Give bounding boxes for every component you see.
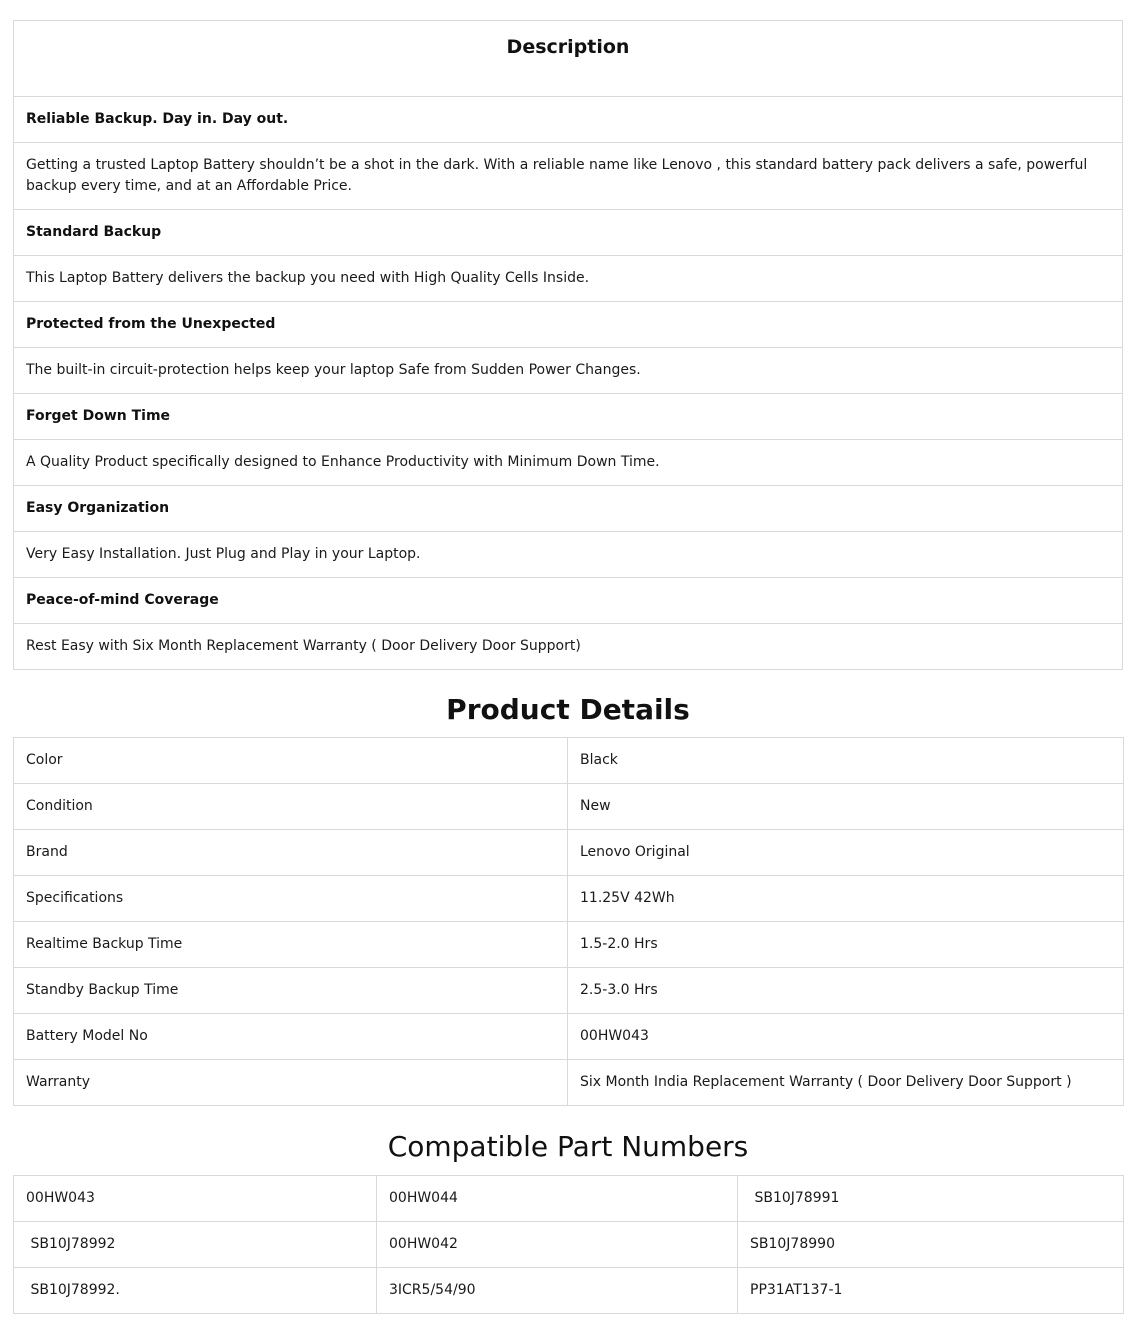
feature-body-row	[14, 532, 1123, 578]
part-number: 3ICR5/54/90	[377, 1268, 738, 1314]
part-number: 00HW043	[14, 1176, 377, 1222]
part-row	[14, 1222, 1124, 1268]
detail-row-realtime-backup	[14, 922, 1124, 968]
description-table	[13, 20, 1123, 670]
feature-heading-row	[14, 578, 1123, 624]
compatible-parts-table	[13, 1175, 1124, 1314]
description-header-row	[14, 21, 1123, 97]
feature-body-row	[14, 624, 1123, 670]
feature-heading: Easy Organization	[14, 486, 1123, 532]
detail-row-brand	[14, 830, 1124, 876]
feature-heading: Peace-of-mind Coverage	[14, 578, 1123, 624]
part-number: 00HW042	[377, 1222, 738, 1268]
feature-body: Rest Easy with Six Month Replacement Warranty ( Door Delivery Door Support)	[14, 624, 1123, 670]
detail-label: Realtime Backup Time	[14, 922, 568, 968]
feature-body-row	[14, 143, 1123, 210]
detail-value: New	[568, 784, 1124, 830]
detail-value: 00HW043	[568, 1014, 1124, 1060]
detail-label: Brand	[14, 830, 568, 876]
detail-value: 2.5-3.0 Hrs	[568, 968, 1124, 1014]
feature-heading-row	[14, 210, 1123, 256]
detail-row-color	[14, 738, 1124, 784]
feature-body-row	[14, 256, 1123, 302]
detail-label: Warranty	[14, 1060, 568, 1106]
detail-row-standby-backup	[14, 968, 1124, 1014]
part-number: SB10J78990	[738, 1222, 1124, 1268]
description-title: Description	[506, 36, 630, 58]
part-number: SB10J78991	[738, 1176, 1124, 1222]
compatible-parts-title: Compatible Part Numbers	[387, 1130, 749, 1163]
detail-label: Specifications	[14, 876, 568, 922]
feature-heading-row	[14, 97, 1123, 143]
feature-body-row	[14, 348, 1123, 394]
feature-heading: Reliable Backup. Day in. Day out.	[14, 97, 1123, 143]
product-details-table	[13, 737, 1124, 1106]
product-details-title: Product Details	[446, 693, 690, 726]
detail-label: Condition	[14, 784, 568, 830]
feature-heading-row	[14, 394, 1123, 440]
detail-row-specifications	[14, 876, 1124, 922]
detail-value: Black	[568, 738, 1124, 784]
feature-body: Getting a trusted Laptop Battery shouldn’t be a shot in the dark. With a reliable name like Lenovo , this standard battery pack delivers a safe, powerful backup every time, and at an Affordable Price.	[14, 143, 1123, 210]
part-number: 00HW044	[377, 1176, 738, 1222]
detail-label: Standby Backup Time	[14, 968, 568, 1014]
feature-heading: Standard Backup	[14, 210, 1123, 256]
feature-heading: Protected from the Unexpected	[14, 302, 1123, 348]
feature-heading-row	[14, 302, 1123, 348]
feature-body: This Laptop Battery delivers the backup you need with High Quality Cells Inside.	[14, 256, 1123, 302]
detail-value: 11.25V 42Wh	[568, 876, 1124, 922]
feature-body: A Quality Product specifically designed to Enhance Productivity with Minimum Down Time.	[14, 440, 1123, 486]
detail-value: Six Month India Replacement Warranty ( Door Delivery Door Support )	[568, 1060, 1124, 1106]
feature-body: Very Easy Installation. Just Plug and Play in your Laptop.	[14, 532, 1123, 578]
detail-row-model-no	[14, 1014, 1124, 1060]
part-number: SB10J78992	[14, 1222, 377, 1268]
part-number: PP31AT137-1	[738, 1268, 1124, 1314]
part-row	[14, 1268, 1124, 1314]
detail-row-warranty	[14, 1060, 1124, 1106]
feature-heading: Forget Down Time	[14, 394, 1123, 440]
feature-body-row	[14, 440, 1123, 486]
detail-label: Color	[14, 738, 568, 784]
detail-value: Lenovo Original	[568, 830, 1124, 876]
detail-value: 1.5-2.0 Hrs	[568, 922, 1124, 968]
part-row	[14, 1176, 1124, 1222]
feature-body: The built-in circuit-protection helps keep your laptop Safe from Sudden Power Changes.	[14, 348, 1123, 394]
detail-row-condition	[14, 784, 1124, 830]
part-number: SB10J78992.	[14, 1268, 377, 1314]
detail-label: Battery Model No	[14, 1014, 568, 1060]
feature-heading-row	[14, 486, 1123, 532]
description-header-cell	[14, 21, 1123, 97]
